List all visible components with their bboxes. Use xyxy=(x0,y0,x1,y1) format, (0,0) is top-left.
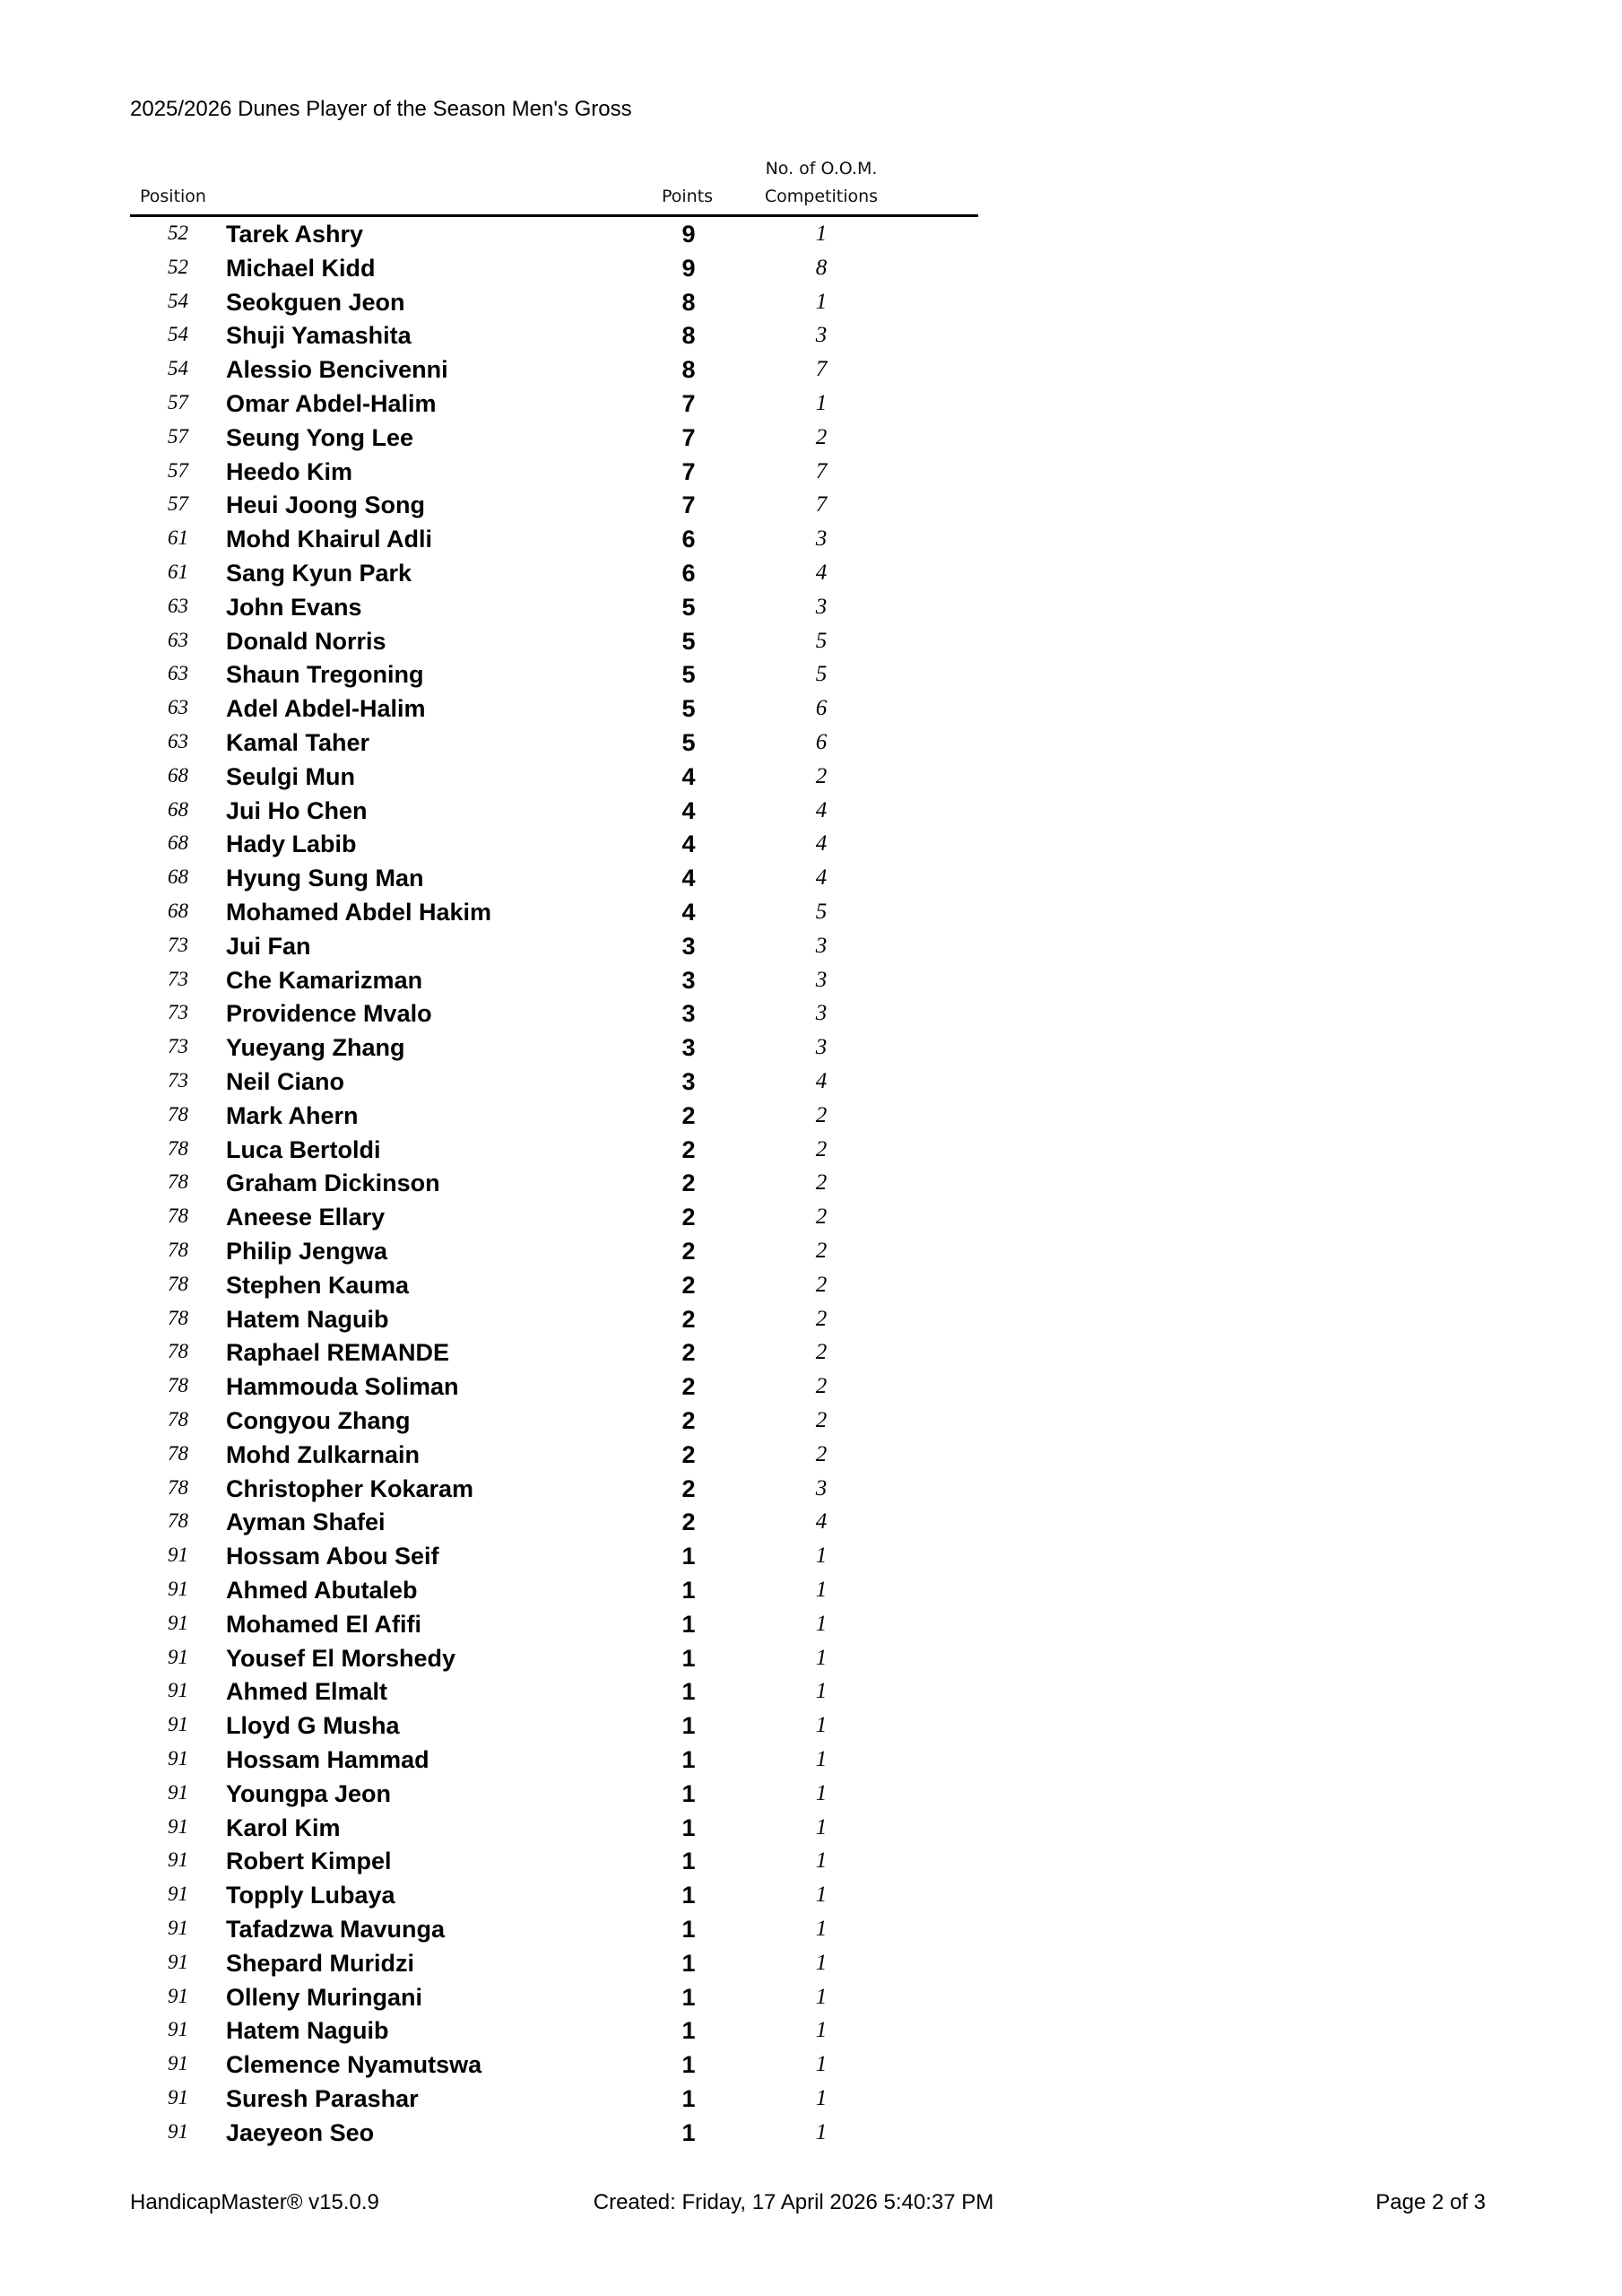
header-divider xyxy=(130,214,978,217)
row-player-name: Mohd Zulkarnain xyxy=(226,1440,420,1468)
row-points: 9 xyxy=(681,221,696,248)
table-row xyxy=(0,964,1076,998)
table-row xyxy=(0,1913,1076,1947)
row-player-name: Tafadzwa Mavunga xyxy=(226,1916,446,1943)
row-points: 1 xyxy=(681,2085,696,2112)
table-row xyxy=(0,523,1076,557)
row-competitions: 4 xyxy=(815,865,828,891)
table-row xyxy=(0,997,1076,1031)
row-player-name: Mohd Khairul Adli xyxy=(226,526,432,553)
row-competitions: 1 xyxy=(815,1713,828,1738)
table-row xyxy=(0,1675,1076,1709)
row-position: 91 xyxy=(168,2018,188,2041)
row-position: 63 xyxy=(168,594,188,617)
row-points: 1 xyxy=(681,1983,696,2011)
row-position: 91 xyxy=(168,1544,188,1567)
row-player-name: Heedo Kim xyxy=(226,457,353,485)
row-points: 1 xyxy=(681,2118,696,2146)
row-competitions: 2 xyxy=(815,424,828,449)
table-row xyxy=(0,1370,1076,1405)
table-row xyxy=(0,1031,1076,1065)
row-position: 73 xyxy=(168,933,188,956)
row-points: 1 xyxy=(681,1916,696,1943)
row-points: 2 xyxy=(681,1305,696,1333)
table-row xyxy=(0,1134,1076,1168)
row-player-name: Sang Kyun Park xyxy=(226,560,412,587)
row-player-name: John Evans xyxy=(226,593,362,621)
row-player-name: Yousef El Morshedy xyxy=(226,1644,456,1672)
row-player-name: Michael Kidd xyxy=(226,254,376,282)
table-row xyxy=(0,1709,1076,1744)
row-position: 91 xyxy=(168,1917,188,1939)
row-competitions: 1 xyxy=(815,1814,828,1839)
row-competitions: 3 xyxy=(815,594,828,619)
table-row xyxy=(0,761,1076,795)
table-row xyxy=(0,2014,1076,2048)
row-points: 2 xyxy=(681,1339,696,1367)
row-position: 63 xyxy=(168,696,188,719)
row-player-name: Hady Labib xyxy=(226,831,357,858)
row-points: 1 xyxy=(681,1678,696,1706)
row-player-name: Graham Dickinson xyxy=(226,1170,440,1197)
row-position: 78 xyxy=(168,1205,188,1228)
footer-software: HandicapMaster® v15.0.9 xyxy=(130,2190,379,2214)
table-row xyxy=(0,1981,1076,2015)
row-player-name: Jui Ho Chen xyxy=(226,796,368,824)
row-points: 2 xyxy=(681,1474,696,1502)
row-competitions: 3 xyxy=(815,933,828,958)
row-points: 4 xyxy=(681,831,696,858)
row-position: 78 xyxy=(168,1306,188,1329)
row-competitions: 1 xyxy=(815,1645,828,1670)
row-points: 3 xyxy=(681,1034,696,1062)
row-competitions: 1 xyxy=(815,1984,828,2009)
row-position: 78 xyxy=(168,1475,188,1499)
row-competitions: 1 xyxy=(815,289,828,314)
row-points: 1 xyxy=(681,1779,696,1807)
row-points: 2 xyxy=(681,1440,696,1468)
row-points: 2 xyxy=(681,1170,696,1197)
row-points: 1 xyxy=(681,2051,696,2079)
table-row xyxy=(0,1303,1076,1337)
row-position: 78 xyxy=(168,1102,188,1126)
row-competitions: 3 xyxy=(815,323,828,348)
row-points: 1 xyxy=(681,1543,696,1570)
row-position: 57 xyxy=(168,458,188,482)
row-competitions: 8 xyxy=(815,255,828,280)
row-points: 4 xyxy=(681,796,696,824)
table-row xyxy=(0,625,1076,659)
row-competitions: 3 xyxy=(815,1001,828,1026)
table-row xyxy=(0,1574,1076,1608)
row-position: 52 xyxy=(168,222,188,244)
table-row xyxy=(0,862,1076,896)
row-player-name: Hyung Sung Man xyxy=(226,865,424,892)
table-row xyxy=(0,1065,1076,1100)
row-points: 2 xyxy=(681,1373,696,1401)
row-position: 78 xyxy=(168,1441,188,1465)
table-row xyxy=(0,1506,1076,1540)
row-player-name: Mark Ahern xyxy=(226,1101,359,1129)
row-points: 1 xyxy=(681,2017,696,2045)
row-points: 3 xyxy=(681,966,696,994)
table-row xyxy=(0,1879,1076,1913)
row-player-name: Providence Mvalo xyxy=(226,1000,432,1028)
footer-page: Page 2 of 3 xyxy=(1375,2190,1486,2214)
row-position: 91 xyxy=(168,1814,188,1838)
row-player-name: Mohamed El Afifi xyxy=(226,1610,422,1638)
table-row xyxy=(0,489,1076,523)
row-player-name: Christopher Kokaram xyxy=(226,1474,474,1502)
table-row xyxy=(0,1608,1076,1642)
row-player-name: Shuji Yamashita xyxy=(226,322,412,350)
row-position: 91 xyxy=(168,2119,188,2143)
row-player-name: Suresh Parashar xyxy=(226,2085,419,2112)
row-position: 54 xyxy=(168,357,188,380)
row-points: 4 xyxy=(681,899,696,926)
row-competitions: 2 xyxy=(815,1205,828,1230)
row-competitions: 3 xyxy=(815,1035,828,1060)
row-player-name: Philip Jengwa xyxy=(226,1238,388,1265)
row-player-name: Tarek Ashry xyxy=(226,221,364,248)
table-row xyxy=(0,1845,1076,1879)
row-player-name: Kamal Taher xyxy=(226,729,370,756)
table-row xyxy=(0,1540,1076,1574)
row-position: 54 xyxy=(168,323,188,346)
row-competitions: 1 xyxy=(815,1578,828,1602)
row-competitions: 5 xyxy=(815,628,828,653)
row-player-name: Seulgi Mun xyxy=(226,762,355,790)
row-player-name: Adel Abdel-Halim xyxy=(226,695,426,723)
row-competitions: 4 xyxy=(815,797,828,822)
row-competitions: 2 xyxy=(815,1102,828,1127)
row-competitions: 2 xyxy=(815,1239,828,1263)
row-position: 63 xyxy=(168,628,188,651)
row-points: 8 xyxy=(681,288,696,316)
row-player-name: Stephen Kauma xyxy=(226,1271,410,1299)
table-row xyxy=(0,1812,1076,1846)
row-points: 2 xyxy=(681,1271,696,1299)
row-competitions: 1 xyxy=(815,1917,828,1941)
row-competitions: 1 xyxy=(815,2119,828,2144)
row-competitions: 1 xyxy=(815,1780,828,1805)
row-player-name: Clemence Nyamutswa xyxy=(226,2051,482,2079)
row-position: 78 xyxy=(168,1408,188,1431)
row-player-name: Seokguen Jeon xyxy=(226,288,405,316)
row-points: 8 xyxy=(681,356,696,384)
row-competitions: 1 xyxy=(815,1544,828,1569)
row-position: 78 xyxy=(168,1136,188,1160)
row-points: 2 xyxy=(681,1238,696,1265)
row-points: 8 xyxy=(681,322,696,350)
row-points: 7 xyxy=(681,457,696,485)
row-position: 78 xyxy=(168,1239,188,1261)
row-player-name: Hossam Abou Seif xyxy=(226,1543,439,1570)
row-competitions: 2 xyxy=(815,763,828,788)
row-competitions: 7 xyxy=(815,458,828,483)
row-position: 61 xyxy=(168,526,188,550)
row-points: 5 xyxy=(681,627,696,655)
row-player-name: Neil Ciano xyxy=(226,1068,345,1095)
row-points: 7 xyxy=(681,390,696,417)
row-player-name: Topply Lubaya xyxy=(226,1882,395,1909)
row-competitions: 2 xyxy=(815,1441,828,1466)
row-position: 73 xyxy=(168,1069,188,1091)
row-competitions: 5 xyxy=(815,900,828,924)
row-points: 2 xyxy=(681,1407,696,1434)
table-row xyxy=(0,591,1076,625)
row-points: 1 xyxy=(681,1577,696,1604)
row-competitions: 1 xyxy=(815,1747,828,1771)
table-row xyxy=(0,1405,1076,1439)
row-points: 5 xyxy=(681,661,696,689)
row-competitions: 1 xyxy=(815,1950,828,1975)
table-row xyxy=(0,2117,1076,2151)
row-position: 68 xyxy=(168,797,188,821)
table-row xyxy=(0,557,1076,591)
row-points: 7 xyxy=(681,423,696,451)
row-points: 1 xyxy=(681,1949,696,1977)
row-player-name: Raphael REMANDE xyxy=(226,1339,450,1367)
row-competitions: 2 xyxy=(815,1374,828,1399)
row-position: 91 xyxy=(168,1611,188,1634)
header-competitions-line2: Competitions xyxy=(764,187,879,206)
row-competitions: 5 xyxy=(815,662,828,687)
row-competitions: 1 xyxy=(815,391,828,415)
row-position: 68 xyxy=(168,763,188,787)
table-row xyxy=(0,1269,1076,1303)
row-player-name: Ahmed Elmalt xyxy=(226,1678,388,1706)
row-position: 57 xyxy=(168,424,188,448)
row-competitions: 3 xyxy=(815,526,828,552)
row-competitions: 2 xyxy=(815,1306,828,1331)
row-points: 5 xyxy=(681,729,696,756)
row-points: 3 xyxy=(681,932,696,960)
row-player-name: Lloyd G Musha xyxy=(226,1712,400,1740)
row-player-name: Karol Kim xyxy=(226,1813,341,1841)
row-position: 91 xyxy=(168,1679,188,1702)
row-points: 6 xyxy=(681,560,696,587)
table-row xyxy=(0,795,1076,829)
row-player-name: Olleny Muringani xyxy=(226,1983,423,2011)
row-position: 61 xyxy=(168,561,188,583)
table-row xyxy=(0,726,1076,761)
row-competitions: 1 xyxy=(815,2018,828,2043)
row-position: 52 xyxy=(168,255,188,278)
row-competitions: 7 xyxy=(815,492,828,517)
row-points: 3 xyxy=(681,1000,696,1028)
table-row xyxy=(0,1439,1076,1473)
table-row xyxy=(0,930,1076,964)
row-points: 1 xyxy=(681,1882,696,1909)
row-position: 54 xyxy=(168,289,188,312)
row-player-name: Aneese Ellary xyxy=(226,1204,386,1231)
table-row xyxy=(0,1778,1076,1812)
row-player-name: Youngpa Jeon xyxy=(226,1779,392,1807)
row-player-name: Hatem Naguib xyxy=(226,1305,389,1333)
table-row xyxy=(0,1167,1076,1201)
row-position: 91 xyxy=(168,1578,188,1600)
row-position: 91 xyxy=(168,1883,188,1906)
row-competitions: 1 xyxy=(815,2052,828,2077)
table-row xyxy=(0,2048,1076,2083)
table-row xyxy=(0,1235,1076,1269)
row-position: 57 xyxy=(168,492,188,516)
row-position: 91 xyxy=(168,1950,188,1973)
row-position: 68 xyxy=(168,865,188,889)
row-points: 6 xyxy=(681,526,696,553)
row-position: 91 xyxy=(168,2052,188,2075)
row-points: 7 xyxy=(681,491,696,519)
row-position: 78 xyxy=(168,1374,188,1397)
row-points: 1 xyxy=(681,1813,696,1841)
row-position: 91 xyxy=(168,1713,188,1736)
row-player-name: Donald Norris xyxy=(226,627,386,655)
row-points: 2 xyxy=(681,1135,696,1163)
table-row xyxy=(0,1642,1076,1676)
row-player-name: Omar Abdel-Halim xyxy=(226,390,437,417)
row-player-name: Ahmed Abutaleb xyxy=(226,1577,418,1604)
row-player-name: Che Kamarizman xyxy=(226,966,423,994)
row-points: 5 xyxy=(681,695,696,723)
footer-created: Created: Friday, 17 April 2026 5:40:37 PM xyxy=(593,2190,994,2214)
table-row xyxy=(0,896,1076,930)
row-position: 91 xyxy=(168,1747,188,1770)
row-competitions: 3 xyxy=(815,1475,828,1500)
row-competitions: 1 xyxy=(815,1611,828,1636)
row-competitions: 1 xyxy=(815,1883,828,1908)
row-player-name: Seung Yong Lee xyxy=(226,423,414,451)
table-row xyxy=(0,252,1076,286)
row-position: 68 xyxy=(168,900,188,922)
row-competitions: 7 xyxy=(815,357,828,382)
row-competitions: 6 xyxy=(815,730,828,754)
header-position: Position xyxy=(140,187,206,206)
row-points: 4 xyxy=(681,865,696,892)
table-row xyxy=(0,1201,1076,1235)
row-competitions: 2 xyxy=(815,1272,828,1297)
table-row xyxy=(0,1336,1076,1370)
row-competitions: 6 xyxy=(815,696,828,721)
report-title: 2025/2026 Dunes Player of the Season Men's Gross xyxy=(130,97,632,121)
row-player-name: Congyou Zhang xyxy=(226,1407,411,1434)
row-position: 73 xyxy=(168,1001,188,1024)
row-points: 5 xyxy=(681,593,696,621)
row-competitions: 1 xyxy=(815,222,828,246)
row-position: 91 xyxy=(168,1780,188,1804)
table-row xyxy=(0,1100,1076,1134)
row-competitions: 4 xyxy=(815,1069,828,1093)
table-row xyxy=(0,2083,1076,2117)
table-row xyxy=(0,1744,1076,1778)
row-competitions: 1 xyxy=(815,1848,828,1874)
header-competitions-line1: No. of O.O.M. xyxy=(765,159,878,178)
row-position: 78 xyxy=(168,1272,188,1295)
row-competitions: 2 xyxy=(815,1170,828,1196)
row-position: 91 xyxy=(168,1848,188,1872)
row-position: 78 xyxy=(168,1170,188,1194)
row-position: 78 xyxy=(168,1509,188,1533)
table-row xyxy=(0,319,1076,353)
row-player-name: Shepard Muridzi xyxy=(226,1949,415,1977)
row-points: 2 xyxy=(681,1509,696,1536)
table-row xyxy=(0,218,1076,252)
row-position: 91 xyxy=(168,1645,188,1668)
row-position: 57 xyxy=(168,391,188,413)
table-row xyxy=(0,828,1076,862)
table-row xyxy=(0,692,1076,726)
row-player-name: Jui Fan xyxy=(226,932,311,960)
table-row xyxy=(0,1947,1076,1981)
table-row xyxy=(0,456,1076,490)
row-points: 1 xyxy=(681,1644,696,1672)
table-row xyxy=(0,422,1076,456)
row-position: 78 xyxy=(168,1340,188,1363)
row-competitions: 3 xyxy=(815,967,828,992)
row-competitions: 4 xyxy=(815,561,828,585)
row-player-name: Hossam Hammad xyxy=(226,1746,429,1773)
row-points: 1 xyxy=(681,1610,696,1638)
table-row xyxy=(0,658,1076,692)
row-player-name: Heui Joong Song xyxy=(226,491,425,519)
row-points: 2 xyxy=(681,1101,696,1129)
row-competitions: 4 xyxy=(815,831,828,857)
row-competitions: 2 xyxy=(815,1136,828,1161)
row-player-name: Mohamed Abdel Hakim xyxy=(226,899,492,926)
row-points: 1 xyxy=(681,1848,696,1875)
row-points: 4 xyxy=(681,762,696,790)
row-player-name: Hatem Naguib xyxy=(226,2017,389,2045)
row-position: 91 xyxy=(168,1984,188,2007)
row-competitions: 1 xyxy=(815,2086,828,2110)
row-points: 9 xyxy=(681,254,696,282)
row-position: 91 xyxy=(168,2086,188,2109)
row-position: 68 xyxy=(168,831,188,855)
row-position: 63 xyxy=(168,730,188,752)
row-position: 63 xyxy=(168,662,188,685)
row-player-name: Alessio Bencivenni xyxy=(226,356,448,384)
row-competitions: 2 xyxy=(815,1340,828,1365)
table-row xyxy=(0,353,1076,387)
table-row xyxy=(0,1473,1076,1507)
row-position: 73 xyxy=(168,967,188,990)
row-points: 1 xyxy=(681,1746,696,1773)
row-player-name: Shaun Tregoning xyxy=(226,661,424,689)
row-competitions: 2 xyxy=(815,1408,828,1432)
row-player-name: Robert Kimpel xyxy=(226,1848,392,1875)
row-competitions: 4 xyxy=(815,1509,828,1535)
table-row xyxy=(0,387,1076,422)
row-player-name: Luca Bertoldi xyxy=(226,1135,381,1163)
row-competitions: 1 xyxy=(815,1679,828,1704)
row-player-name: Jaeyeon Seo xyxy=(226,2118,375,2146)
row-points: 1 xyxy=(681,1712,696,1740)
row-points: 3 xyxy=(681,1068,696,1095)
row-player-name: Ayman Shafei xyxy=(226,1509,386,1536)
row-player-name: Hammouda Soliman xyxy=(226,1373,459,1401)
row-player-name: Yueyang Zhang xyxy=(226,1034,405,1062)
row-points: 2 xyxy=(681,1204,696,1231)
table-row xyxy=(0,286,1076,320)
header-points: Points xyxy=(662,187,714,206)
row-position: 73 xyxy=(168,1035,188,1058)
